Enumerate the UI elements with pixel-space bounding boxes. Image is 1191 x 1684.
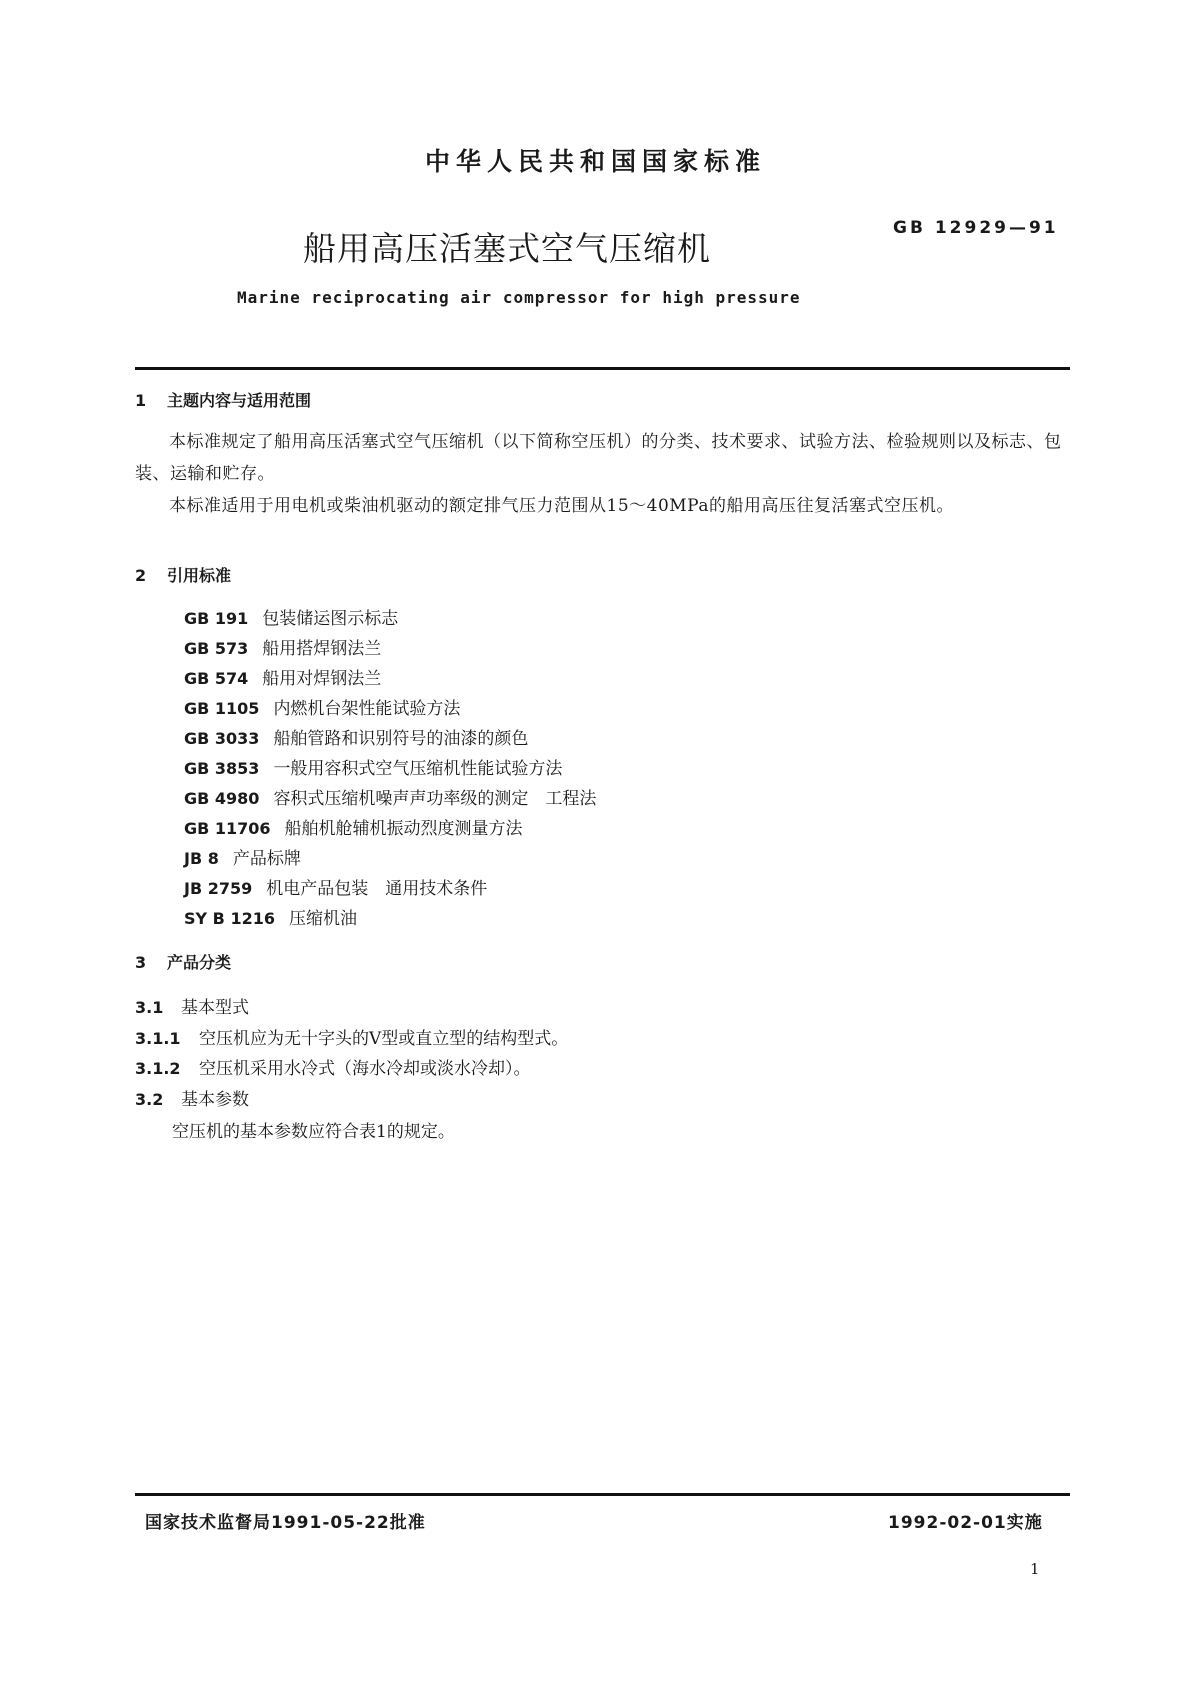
- reference-title: 内燃机台架性能试验方法: [273, 699, 461, 719]
- section-2-title: 引用标准: [167, 566, 232, 585]
- reference-title: 包装储运图示标志: [262, 609, 399, 629]
- reference-title: 容积式压缩机噪声声功率级的测定 工程法: [273, 789, 597, 809]
- reference-code: JB 2759: [184, 879, 253, 898]
- page-number: 1: [1030, 1560, 1040, 1578]
- reference-title: 船舶管路和识别符号的油漆的颜色: [273, 729, 529, 749]
- standard-code: GB 12929—91: [893, 218, 1059, 238]
- reference-item: [184, 754, 562, 779]
- top-divider: [135, 367, 1070, 370]
- section-3-number: 3: [135, 953, 147, 972]
- bottom-divider: [135, 1493, 1070, 1496]
- reference-code: GB 1105: [184, 699, 260, 718]
- reference-code: GB 11706: [184, 819, 271, 838]
- reference-code: GB 4980: [184, 789, 260, 808]
- subsection-3-1-title: 基本型式: [181, 998, 249, 1018]
- subsection-3-1-number: 3.1: [135, 998, 164, 1017]
- reference-item: [184, 844, 301, 869]
- reference-item: [184, 904, 357, 929]
- reference-item: [184, 604, 398, 629]
- effective-date: 1992-02-01实施: [888, 1513, 1043, 1533]
- reference-title: 机电产品包装 通用技术条件: [266, 879, 488, 899]
- reference-code: JB 8: [184, 849, 219, 868]
- document-title-en: Marine reciprocating air compressor for high pressure: [237, 288, 801, 307]
- subsection-3-2-text: 空压机的基本参数应符合表1的规定。: [172, 1122, 455, 1142]
- reference-code: GB 191: [184, 609, 249, 628]
- section-1-paragraph-1: 本标准规定了船用高压活塞式空气压缩机（以下简称空压机）的分类、技术要求、试验方法、检验规则以及标志、包装、运输和贮存。: [135, 432, 1062, 484]
- reference-code: GB 3033: [184, 729, 260, 748]
- clause-3-1-2-number: 3.1.2: [135, 1059, 181, 1078]
- reference-item: [184, 814, 523, 839]
- national-standard-heading: 中华人民共和国国家标准: [424, 147, 766, 176]
- document-title-cn: 船用高压活塞式空气压缩机: [303, 229, 711, 268]
- section-1-title: 主题内容与适用范围: [167, 391, 312, 410]
- section-2-number: 2: [135, 566, 147, 585]
- reference-code: SY B 1216: [184, 909, 275, 928]
- clause-3-1-1-text: 空压机应为无十字头的V型或直立型的结构型式。: [199, 1029, 569, 1049]
- reference-code: GB 3853: [184, 759, 260, 778]
- section-3-title: 产品分类: [167, 953, 232, 972]
- reference-item: [184, 634, 381, 659]
- reference-code: GB 574: [184, 669, 249, 688]
- reference-item: [184, 664, 381, 689]
- subsection-3-2-number: 3.2: [135, 1090, 164, 1109]
- reference-item: [184, 784, 596, 809]
- reference-item: [184, 724, 528, 749]
- reference-code: GB 573: [184, 639, 249, 658]
- clause-3-1-2-text: 空压机采用水冷式（海水冷却或淡水冷却）。: [199, 1059, 531, 1079]
- subsection-3-1: [135, 993, 249, 1018]
- reference-item: [184, 694, 460, 719]
- section-2-heading: [135, 563, 231, 586]
- reference-title: 一般用容积式空气压缩机性能试验方法: [273, 759, 563, 779]
- subsection-3-2-title: 基本参数: [181, 1090, 249, 1110]
- section-1-number: 1: [135, 391, 147, 410]
- clause-3-1-1-number: 3.1.1: [135, 1029, 181, 1048]
- reference-item: [184, 874, 487, 899]
- section-1-heading: [135, 388, 311, 411]
- section-3-heading: [135, 950, 231, 973]
- reference-title: 船用对焊钢法兰: [262, 669, 382, 689]
- reference-title: 压缩机油: [288, 909, 357, 929]
- subsection-3-2: [135, 1085, 249, 1110]
- reference-title: 产品标牌: [232, 849, 301, 869]
- reference-title: 船舶机舱辅机振动烈度测量方法: [284, 819, 523, 839]
- approval-date: 国家技术监督局1991-05-22批准: [145, 1513, 426, 1533]
- reference-title: 船用搭焊钢法兰: [262, 639, 382, 659]
- section-1-paragraph-2: 本标准适用于用电机或柴油机驱动的额定排气压力范围从15～40MPa的船用高压往复活塞式空压机。: [169, 496, 954, 516]
- clause-3-1-2: [135, 1054, 531, 1079]
- clause-3-1-1: [135, 1024, 568, 1049]
